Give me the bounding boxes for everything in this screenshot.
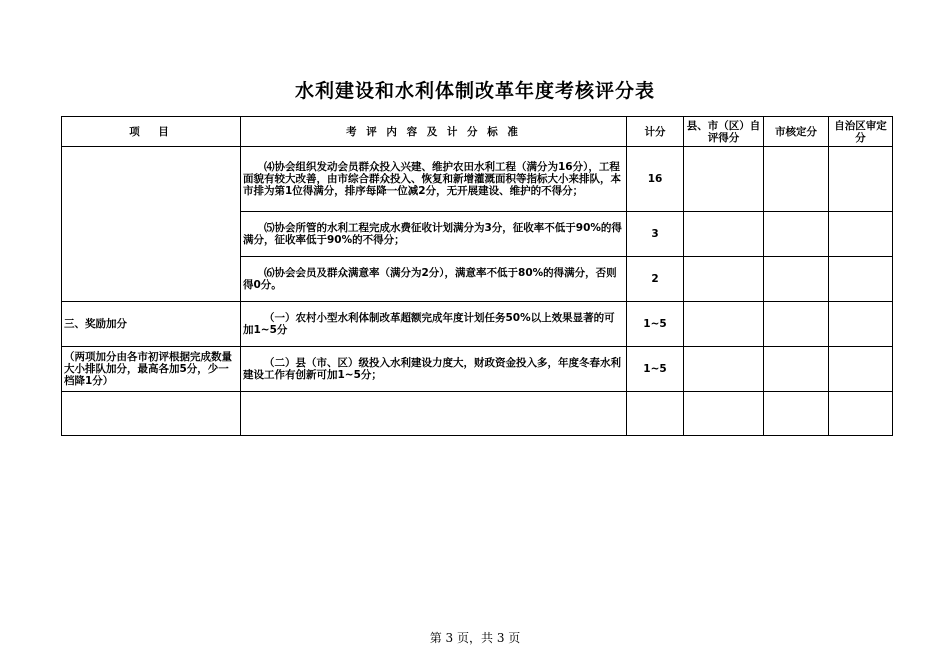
item-cell: 三、奖励加分 [62, 302, 241, 347]
region-review-score-cell[interactable] [829, 392, 893, 436]
city-check-score-cell[interactable] [764, 392, 829, 436]
table-row [62, 347, 893, 392]
region-review-score-cell[interactable] [829, 347, 893, 392]
score-cell: 1~5 [627, 347, 684, 392]
region-review-score-cell[interactable] [829, 257, 893, 302]
item-cell [62, 392, 241, 436]
score-cell: 16 [627, 147, 684, 212]
table-row [62, 302, 893, 347]
table-row [62, 147, 893, 212]
header-score: 计分 [627, 117, 684, 147]
city-check-score-cell[interactable] [764, 147, 829, 212]
city-check-score-cell[interactable] [764, 212, 829, 257]
score-cell: 3 [627, 212, 684, 257]
header-criteria: 考 评 内 容 及 计 分 标 准 [241, 117, 627, 147]
page-title: 水利建设和水利体制改革年度考核评分表 [294, 80, 655, 102]
header-city-check-score: 市核定分 [764, 117, 829, 147]
criteria-cell [241, 392, 627, 436]
header-row [62, 117, 893, 147]
score-cell: 1~5 [627, 302, 684, 347]
header-item: 项 目 [62, 117, 241, 147]
county-self-score-cell[interactable] [684, 212, 764, 257]
county-self-score-cell[interactable] [684, 147, 764, 212]
table-row [62, 392, 893, 436]
criteria-cell: ⑷协会组织发动会员群众投入兴建、维护农田水利工程（满分为16分），工程面貌有较大改善，由市综合群众投入、恢复和新增灌溉面积等指标大小来排队，本市排为第1位得满分，排序每降一位减2分，无开展建设、维护的不得分； [241, 147, 627, 212]
county-self-score-cell[interactable] [684, 302, 764, 347]
region-review-score-cell[interactable] [829, 147, 893, 212]
criteria-cell: （一）农村小型水利体制改革超额完成年度计划任务50%以上效果显著的可加1~5分 [241, 302, 627, 347]
header-region-review-score: 自治区审定分 [829, 117, 893, 147]
criteria-cell: ⑹协会会员及群众满意率（满分为2分），满意率不低于80%的得满分，否则得0分。 [241, 257, 627, 302]
page-footer: 第 3 页，共 3 页 [429, 631, 521, 645]
region-review-score-cell[interactable] [829, 212, 893, 257]
criteria-cell: （二）县（市、区）级投入水利建设力度大，财政资金投入多，年度冬春水利建设工作有创新可加1~5分； [241, 347, 627, 392]
county-self-score-cell[interactable] [684, 392, 764, 436]
criteria-cell: ⑸协会所管的水利工程完成水费征收计划满分为3分，征收率不低于90%的得满分，征收率低于90%的不得分； [241, 212, 627, 257]
score-cell [627, 392, 684, 436]
region-review-score-cell[interactable] [829, 302, 893, 347]
item-cell: （两项加分由各市初评根据完成数量大小排队加分，最高各加5分，少一档降1分） [62, 347, 241, 392]
city-check-score-cell[interactable] [764, 302, 829, 347]
county-self-score-cell[interactable] [684, 347, 764, 392]
assessment-table [61, 116, 893, 436]
county-self-score-cell[interactable] [684, 257, 764, 302]
score-cell: 2 [627, 257, 684, 302]
header-county-self-score: 县、市（区）自评得分 [684, 117, 764, 147]
item-cell [62, 147, 241, 302]
city-check-score-cell[interactable] [764, 347, 829, 392]
city-check-score-cell[interactable] [764, 257, 829, 302]
